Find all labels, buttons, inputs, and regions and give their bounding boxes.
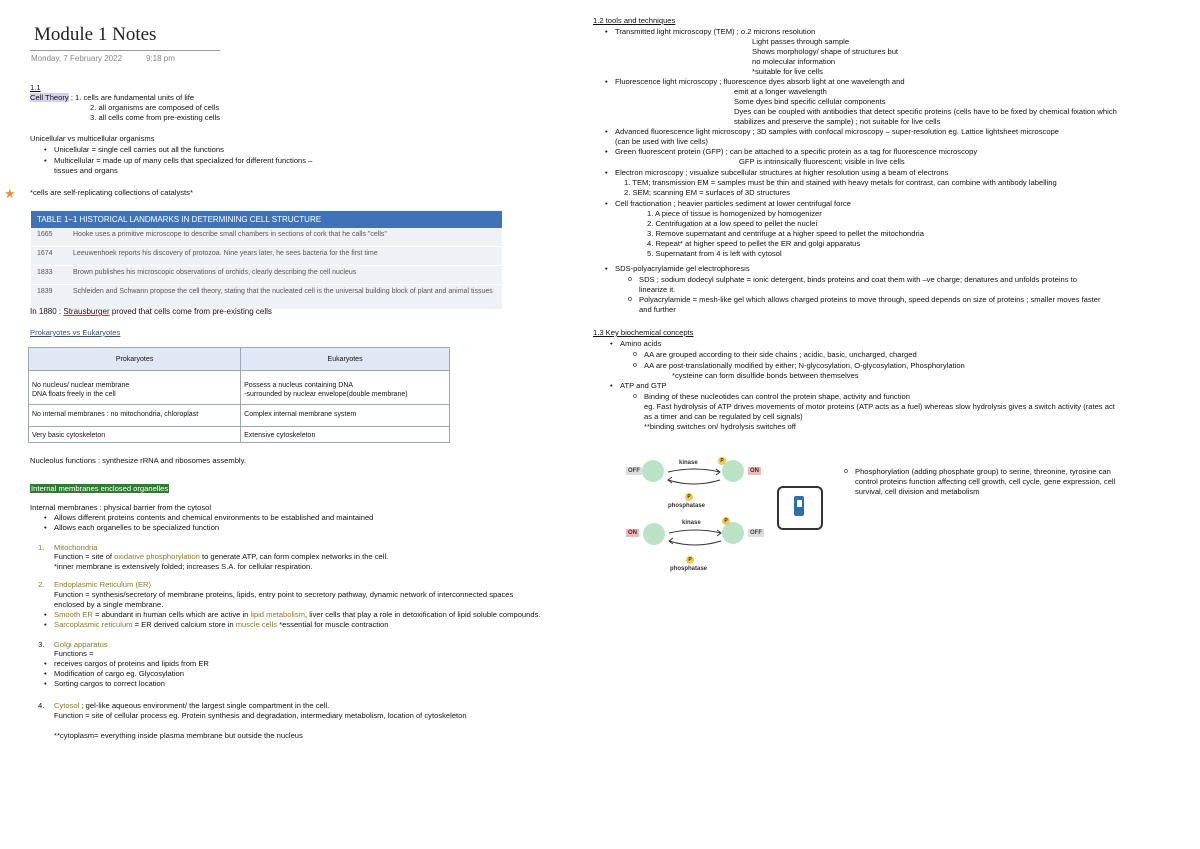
- off-label: OFF: [628, 468, 640, 474]
- cell-line: No nucleus/ nuclear membrane: [32, 382, 130, 389]
- list-number: 1.: [38, 543, 45, 552]
- list-item: • Electron microscopy ; visualize subcellular structures at higher resolution using a beam of electrons: [615, 168, 948, 178]
- protein-inactive: [722, 522, 744, 544]
- list-item: • Amino acids: [620, 339, 661, 349]
- cytosol-function: Function = site of cellular process eg. Protein synthesis and degradation, intermediary metabolism, location of cytoskeleton: [54, 711, 467, 720]
- protein-active: [722, 460, 744, 482]
- highlighted-term: Smooth ER: [54, 610, 93, 619]
- protein-active: [643, 523, 665, 545]
- uni-multi-heading: Unicellular vs multicellular organisms: [30, 134, 155, 143]
- table-cell-event: Leeuwenhoek reports his discovery of protozoa. Nine years later, he sees bacteria for the first time: [73, 250, 378, 257]
- er-title: Endoplasmic Reticulum (ER): [54, 580, 152, 589]
- list-item: • receives cargos of proteins and lipids from ER: [54, 659, 209, 669]
- title-divider: [30, 50, 220, 51]
- organelles-heading-text: Internal membranes enclosed organelles: [31, 484, 169, 493]
- mitochondria-function: [54, 552, 388, 562]
- text-span: = abundant in human cells which are active in: [92, 610, 251, 619]
- list-number: 4.: [38, 701, 45, 710]
- page-title: Module 1 Notes: [34, 24, 157, 45]
- list-item-sub: 2. SEM; scanning EM = surfaces of 3D structures: [624, 188, 791, 197]
- table-header-eukaryotes: Eukaryotes: [241, 348, 450, 371]
- list-item: • Fluorescence light microscopy ; fluorescence dyes absorb light at one wavelength and: [615, 77, 905, 87]
- list-item-cont: Shows morphology/ shape of structures but: [752, 47, 899, 56]
- er-function: Function = synthesis/secretory of membrane proteins, lipids, entry point to secretory pathway, dynamic network of interconnected spaces: [54, 590, 514, 599]
- organelles-heading: [30, 484, 169, 494]
- list-number: 2.: [38, 580, 45, 589]
- list-item-cont: stabilizes and preserve the sample) ; not suitable for live cells: [734, 117, 941, 126]
- mitochondria-note: *inner membrane is extensively folded; increases S.A. for cellular respiration.: [54, 562, 313, 571]
- table-cell-event: Hooke uses a primitive microscope to describe small chambers in sections of cork that he calls "cells": [73, 231, 387, 238]
- cell-theory-point-2: 2. all organisms are composed of cells: [90, 103, 220, 112]
- protein-inactive: [642, 460, 664, 482]
- golgi-title: Golgi apparatus: [54, 640, 108, 649]
- table-header-prokaryotes: Prokaryotes: [29, 348, 241, 371]
- highlighted-term: lipid metabolism: [250, 610, 305, 619]
- list-item-sub: o AA are grouped according to their side chains ; acidic, basic, uncharged, charged: [644, 350, 917, 360]
- multicellular-item: • Multicellular = made up of many cells that specialized for different functions –: [54, 156, 312, 166]
- list-item-cont: linearize it.: [639, 285, 676, 294]
- cytoplasm-note: **cytoplasm= everything inside plasma membrane but outside the nucleus: [54, 731, 303, 740]
- page-time: 9:18 pm: [146, 54, 175, 63]
- highlighted-term: Cytosol: [54, 701, 80, 710]
- kinase-label: kinase: [679, 460, 698, 466]
- phosphorylation-note: o Phosphorylation (adding phosphate group) to serine, threonine, tyrosine can: [855, 467, 1111, 477]
- list-item-cont: and further: [639, 305, 676, 314]
- highlighted-term: Sarcoplasmic reticulum: [54, 620, 133, 629]
- table-cell-year: 1839: [37, 288, 53, 295]
- list-item-cont: **binding switches on/ hydrolysis switches off: [644, 422, 796, 431]
- list-item-sub: 4. Repeat* at higher speed to pellet the ER and golgi apparatus: [647, 239, 861, 248]
- section-heading-1-1: 1.1: [30, 83, 41, 92]
- off-label: OFF: [750, 530, 762, 536]
- unicellular-item: • Unicellular = single cell carries out all the functions: [54, 145, 224, 155]
- switch-toggle-knob: [797, 500, 802, 507]
- phosphate-icon: P: [685, 493, 693, 501]
- historical-table-heading: TABLE 1–1 HISTORICAL LANDMARKS IN DETERMINING CELL STRUCTURE: [31, 211, 502, 228]
- cell-line: Possess a nucleus containing DNA: [244, 382, 354, 389]
- list-item-cont: as a timer and can be regulated by cell signals): [644, 412, 803, 421]
- list-number: 3.: [38, 640, 45, 649]
- text-span: ; gel-like aqueous environment/ the largest single compartment in the cell.: [79, 701, 330, 710]
- prokaryotes-vs-eukaryotes-link[interactable]: Prokaryotes vs Eukaryotes: [30, 328, 121, 337]
- table-cell-year: 1674: [37, 250, 53, 257]
- list-item-cont: *suitable for live cells: [752, 67, 823, 76]
- table-cell-year: 1833: [37, 269, 53, 276]
- phosphate-icon: P: [686, 556, 694, 564]
- strasburger-line: [30, 307, 272, 317]
- kinase-label: kinase: [682, 520, 701, 526]
- cell-line: -surrounded by nuclear envelope(double membrane): [244, 391, 408, 398]
- on-label: ON: [628, 530, 637, 536]
- text-span: to generate ATP, can form complex networks in the cell.: [199, 552, 389, 561]
- table-cell: No internal membranes : no mitochondria, chloroplast: [29, 405, 241, 427]
- text-span: = ER derived calcium store in: [132, 620, 236, 629]
- smooth-er-item: [54, 610, 541, 620]
- list-item-sub: 1. A piece of tissue is homogenized by homogenizer: [647, 209, 822, 218]
- phosphorylation-note-cont: control proteins function affecting cell growth, cell cycle, gene expression, cell: [855, 477, 1116, 486]
- switch-icon: [777, 486, 823, 530]
- table-cell: Complex internal membrane system: [241, 405, 450, 427]
- section-heading-1-2: 1.2 tools and techniques: [593, 16, 676, 25]
- list-item-cont: Light passes through sample: [752, 37, 850, 46]
- list-item: • ATP and GTP: [620, 381, 667, 391]
- phosphatase-label: phosphatase: [670, 566, 708, 572]
- list-item-sub: o Polyacrylamide = mesh-like gel which allows charged proteins to move through, speed depends on size of proteins ; smaller moves faster: [639, 295, 1101, 305]
- cycle-arrows: [666, 466, 722, 492]
- phosphate-icon: P: [722, 517, 730, 525]
- cell-theory-line: [30, 93, 194, 103]
- table-cell: Very basic cytoskeleton: [29, 427, 241, 443]
- star-icon: ★: [4, 186, 16, 201]
- table-cell-event: Brown publishes his microscopic observations of orchids, clearly describing the cell nucleus: [73, 269, 357, 276]
- list-item: • Transmitted light microscopy (TEM) ; o.2 microns resolution: [615, 27, 815, 37]
- cytosol-line: [54, 701, 329, 711]
- phosphorylation-note-cont: survival, cell division and metabolism: [855, 487, 980, 496]
- table-row: [31, 266, 502, 285]
- highlighted-term: muscle cells: [235, 620, 278, 629]
- historical-landmarks-table: [31, 211, 502, 310]
- table-cell: Extensive cytoskeleton: [241, 427, 450, 443]
- list-item-cont: Some dyes bind specific cellular components: [734, 97, 886, 106]
- mitochondria-title: Mitochondria: [54, 543, 98, 552]
- cell-theory-point-3: 3. all cells come from pre-existing cells: [90, 113, 220, 122]
- list-item-sub: 1. TEM; transmission EM = samples must be thin and stained with heavy metals for contrast, can combine with antibody labelling: [624, 178, 1057, 187]
- cycle-arrows: [667, 527, 723, 553]
- list-item: • SDS-polyacrylamide gel electrophoresis: [615, 264, 750, 274]
- list-item: • Modification of cargo eg. Glycosylation: [54, 669, 184, 679]
- table-cell-year: 1665: [37, 231, 53, 238]
- page-date: Monday, 7 February 2022: [31, 54, 123, 63]
- nucleolus-note: Nucleolus functions : synthesize rRNA and ribosomes assembly.: [30, 456, 246, 465]
- star-note: *cells are self-replicating collections of catalysts*: [30, 188, 193, 197]
- golgi-functions: Functions =: [54, 649, 94, 658]
- highlighted-term: oxidative phosphorylation: [114, 552, 200, 561]
- table-cell: [241, 371, 450, 405]
- table-row: [31, 247, 502, 266]
- list-item-cont: Dyes can be coupled with antibodies that detect specific proteins (cells have to be fixed by chemical fixation which: [734, 107, 1117, 116]
- cell-theory-point-1: ; 1. cells are fundamental units of life: [68, 93, 195, 102]
- strasburger-pre: In 1880 :: [30, 307, 64, 316]
- list-item: • Green fluorescent protein (GFP) ; can be attached to a specific protein as a tag for fluorescence microscopy: [615, 147, 977, 157]
- cell-line: DNA floats freely in the cell: [32, 391, 116, 398]
- list-item: • Cell fractionation ; heavier particles sediment at lower centrifugal force: [615, 199, 851, 209]
- text-span: , liver cells that play a role in detoxification of lipid soluble compounds.: [304, 610, 541, 619]
- list-item-sub: 5. Supernatant from 4 is left with cytosol: [647, 249, 782, 258]
- internal-membranes-intro: Internal membranes : physical barrier from the cytosol: [30, 503, 212, 512]
- list-item-sub: o SDS ; sodium dodecyl sulphate = ionic detergent, binds proteins and coat them with –ve charge; denatures and unfolds proteins to: [639, 275, 1077, 285]
- list-item-sub: o AA are post-translationally modified by either; N-glycosylation, O-glycosylation, Phosphorylation: [644, 361, 965, 371]
- text-span: *essential for muscle contraction: [277, 620, 389, 629]
- strasburger-post: proved that cells come from pre-existing cells: [109, 307, 272, 316]
- on-label: ON: [750, 468, 759, 474]
- list-item-cont: GFP is intrinsically fluorescent; visible in live cells: [739, 157, 905, 166]
- list-item-sub: o Binding of these nucleotides can control the protein shape, activity and function: [644, 392, 910, 402]
- list-item-sub: 2. Centrifugation at a low speed to pellet the nuclei: [647, 219, 818, 228]
- list-item: • Allows each organelles to be specialized function: [54, 523, 219, 533]
- table-cell-event: Schleiden and Schwann propose the cell theory, stating that the nucleated cell is the universal building block of plant and animal tissues: [73, 288, 493, 295]
- section-heading-1-3: 1.3 Key biochemical concepts: [593, 328, 694, 337]
- phosphatase-label: phosphatase: [668, 503, 706, 509]
- er-function-cont: enclosed by a single membrane.: [54, 600, 164, 609]
- table-row: [31, 228, 502, 247]
- phosphate-icon: P: [718, 457, 726, 465]
- table-cell: [29, 371, 241, 405]
- list-item-cont: (can be used with live cells): [615, 137, 708, 146]
- sarcoplasmic-item: [54, 620, 389, 630]
- list-item: • Allows different proteins contents and chemical environments to be established and maintained: [54, 513, 373, 523]
- list-item-cont: *cysteine can form disulfide bonds between themselves: [672, 371, 859, 380]
- list-item: • Advanced fluorescence light microscopy ; 3D samples with confocal microscopy – super-resolution eg. Lattice lightsheet microscope: [615, 127, 1059, 137]
- text-span: Function = site of: [54, 552, 115, 561]
- cell-theory-label: Cell Theory: [30, 93, 69, 102]
- list-item-cont: no molecular information: [752, 57, 836, 66]
- list-item: • Sorting cargos to correct location: [54, 679, 165, 689]
- strasburger-name: Strausburger: [63, 307, 110, 316]
- list-item-cont: emit at a longer wavelength: [734, 87, 827, 96]
- list-item-sub: 3. Remove supernatant and centrifuge at a higher speed to pellet the mitochondria: [647, 229, 924, 238]
- list-item-cont: eg. Fast hydrolysis of ATP drives movements of motor proteins (ATP acts as a fuel) whereas slow hydrolysis gives a switch activity (rates act: [644, 402, 1115, 411]
- multicellular-item-cont: tissues and organs: [54, 166, 118, 175]
- prokaryote-eukaryote-table: [28, 347, 450, 443]
